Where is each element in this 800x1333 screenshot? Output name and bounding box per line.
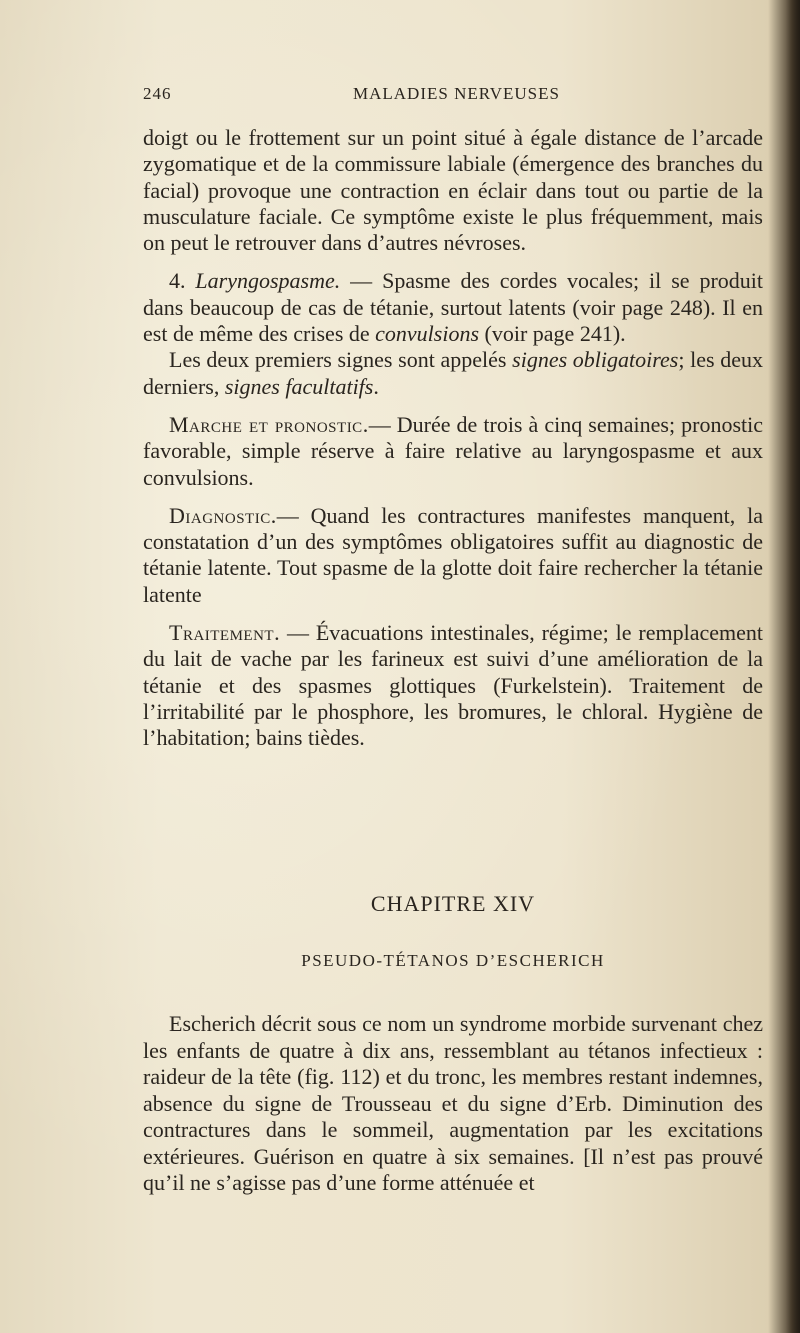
heading-diagnostic: Diagnostic. bbox=[169, 502, 277, 528]
signs-text-1: Les deux premiers signes sont appelés bbox=[169, 347, 513, 373]
treatment-text: — Évacuations intestinales, régime; le remplacement du lait de vache par les farineux est suivi d’une amélioration de la tétanie et des spasmes glottiques (Furkelstein). Traitement de l’irritabilité par le phosphore, les bromures, le chloral. Hygiène de l’habitation; bains tièdes. bbox=[143, 620, 763, 751]
laryngospasm-text-2: (voir page 241). bbox=[479, 321, 626, 347]
body-text-section-2 bbox=[143, 1011, 763, 1197]
page-number: 246 bbox=[143, 84, 172, 103]
paragraph-treatment bbox=[143, 620, 763, 751]
heading-marche-pronostic: Marche et pronostic. bbox=[169, 411, 369, 437]
term-laryngospasme: Laryngospasme. bbox=[195, 268, 341, 294]
section-title: PSEUDO-TÉTANOS D’ESCHERICH bbox=[301, 951, 605, 970]
paragraph-laryngospasm bbox=[143, 268, 763, 347]
laryngospasm-text-1: — Spasme des cordes vocales; il se produit dans beaucoup de cas de tétanie, surtout latents (voir page 248). Il en est de même des crises de bbox=[143, 268, 763, 347]
paragraph-prognosis bbox=[143, 412, 763, 491]
prognosis-text: — Durée de trois à cinq semaines; pronostic favorable, simple réserve à faire relative au laryngospasme et aux convulsions. bbox=[143, 411, 763, 490]
term-convulsions: convulsions bbox=[375, 321, 480, 347]
heading-traitement: Traitement. bbox=[169, 620, 281, 646]
diagnosis-text: — Quand les contractures manifestes manquent, la constatation d’un des symptômes obligatoires suffit au diagnostic de tétanie latente. Tout spasme de la glotte doit faire rechercher la tétanie latente bbox=[143, 502, 763, 607]
paragraph-signs-summary bbox=[143, 347, 763, 400]
running-head bbox=[143, 84, 763, 108]
body-text-section-1 bbox=[143, 125, 763, 752]
term-signes-facultatifs: signes facultatifs bbox=[224, 373, 374, 399]
chapter-title: CHAPITRE XIV bbox=[370, 891, 536, 916]
term-signes-obligatoires: signes obligatoires bbox=[512, 347, 679, 373]
signs-text-3: . bbox=[373, 373, 379, 399]
paragraph-diagnosis bbox=[143, 503, 763, 608]
item-number: 4. bbox=[169, 268, 186, 294]
paragraph-facial-sign: doigt ou le frottement sur un point situé à égale distance de l’arcade zygomatique et de la commissure labiale (émergence des branches du facial) provoque une contraction en éclair dans tout ou partie de la musculature faciale. Ce symptôme existe le plus fréquemment, mais on peut le retrouver dans d’autres névroses. bbox=[143, 125, 763, 256]
running-title: MALADIES NERVEUSES bbox=[353, 84, 560, 103]
signs-text-2: ; les deux derniers, bbox=[143, 347, 763, 399]
page-edge-shadow bbox=[786, 0, 800, 1333]
paragraph-escherich: Escherich décrit sous ce nom un syndrome morbide survenant chez les enfants de quatre à dix ans, ressemblant au tétanos infectieux : raideur de la tête (fig. 112) et du tronc, les membres restant indemnes, absence du signe de Trousseau et du signe d’Erb. Diminution des contractures dans le sommeil, augmentation par les excitations extérieures. Guérison en quatre à six semaines. [Il n’est pas prouvé qu’il ne s’agisse pas d’une forme atténuée et bbox=[143, 1011, 763, 1195]
